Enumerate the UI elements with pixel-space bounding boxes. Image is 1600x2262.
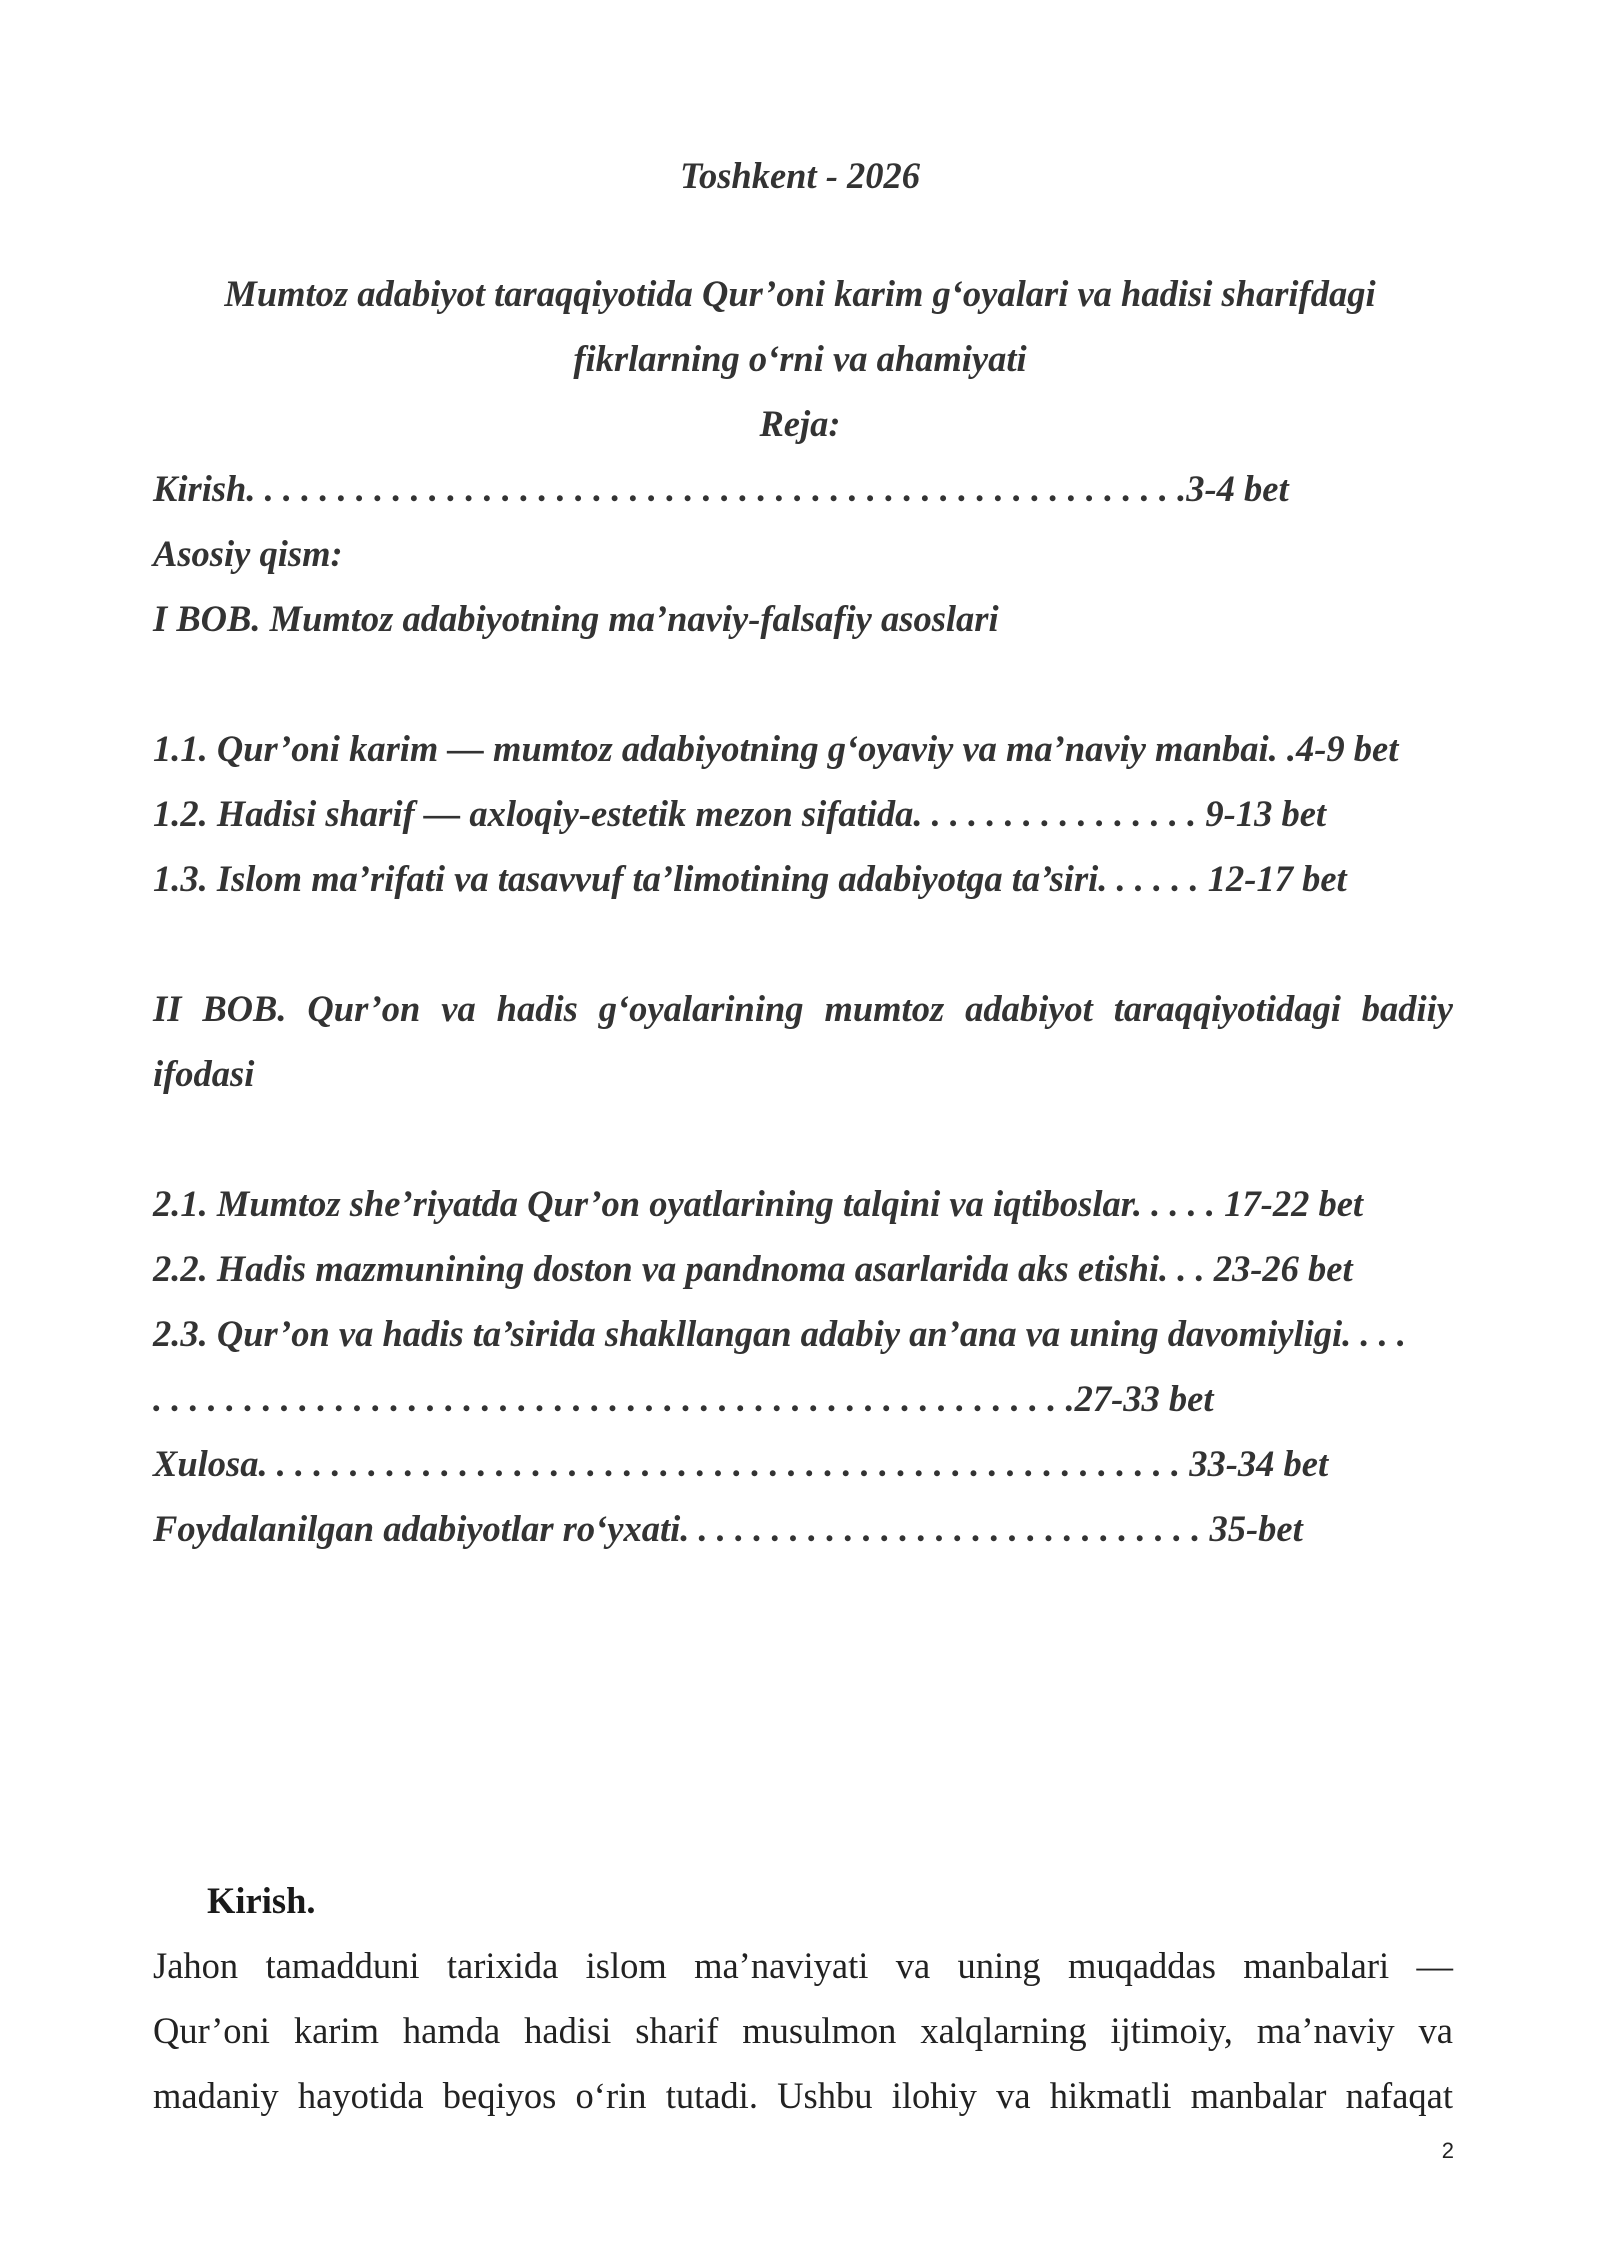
toc-chapter-1: I BOB. Mumtoz adabiyotning ma’naviy-falsafiy asoslari	[153, 598, 999, 639]
page-number: 2	[1441, 2138, 1454, 2163]
city-year: Toshkent - 2026	[680, 155, 920, 196]
toc-item-1-2: 1.2. Hadisi sharif — axloqiy-estetik mezon sifatida. . . . . . . . . . . . . . . . 9-13 bet	[153, 793, 1327, 834]
toc-item-2-3-line-2: . . . . . . . . . . . . . . . . . . . . . . . . . . . . . . . . . . . . . . . . . . . . . . . . . . .27-33 bet	[153, 1378, 1214, 1419]
toc-item-1-3: 1.3. Islom ma’rifati va tasavvuf ta’limotining adabiyotga ta’siri. . . . . . 12-17 bet	[153, 858, 1347, 899]
plan-label: Reja:	[759, 403, 841, 444]
intro-paragraph-line-2: Qur’oni karim hamda hadisi sharif musulmon xalqlarning ijtimoiy, ma’naviy va	[153, 2010, 1453, 2051]
toc-chapter-2-line-1: II BOB. Qur’on va hadis g‘oyalarining mumtoz adabiyot taraqqiyotidagi badiiy	[153, 988, 1453, 1029]
toc-item-1-1: 1.1. Qur’oni karim — mumtoz adabiyotning g‘oyaviy va ma’naviy manbai. .4-9 bet	[153, 728, 1399, 769]
document-title-line-2: fikrlarning o‘rni va ahamiyati	[573, 338, 1027, 379]
document-title-line-1: Mumtoz adabiyot taraqqiyotida Qur’oni karim g‘oyalari va hadisi sharifdagi	[224, 273, 1376, 314]
intro-heading: Kirish.	[207, 1880, 316, 1921]
toc-main-part: Asosiy qism:	[153, 533, 343, 574]
toc-references: Foydalanilgan adabiyotlar ro‘yxati. . . . . . . . . . . . . . . . . . . . . . . . . . . . . 35-bet	[153, 1508, 1303, 1549]
toc-chapter-2-line-2: ifodasi	[153, 1053, 255, 1094]
intro-paragraph-line-3: madaniy hayotida beqiyos o‘rin tutadi. Ushbu ilohiy va hikmatli manbalar nafaqat	[153, 2075, 1453, 2116]
intro-paragraph-line-1: Jahon tamadduni tarixida islom ma’naviyati va uning muqaddas manbalari —	[153, 1945, 1453, 1986]
toc-item-2-3-line-1: 2.3. Qur’on va hadis ta’sirida shakllangan adabiy an’ana va uning davomiyligi. . . .	[153, 1313, 1406, 1354]
toc-intro: Kirish. . . . . . . . . . . . . . . . . . . . . . . . . . . . . . . . . . . . . . . . . . . . . . . . . . . .3-4 bet	[153, 468, 1289, 509]
toc-item-2-1: 2.1. Mumtoz she’riyatda Qur’on oyatlarining talqini va iqtiboslar. . . . . 17-22 bet	[153, 1183, 1364, 1224]
toc-conclusion: Xulosa. . . . . . . . . . . . . . . . . . . . . . . . . . . . . . . . . . . . . . . . . . . . . . . . . . . 33-34 bet	[153, 1443, 1329, 1484]
toc-item-2-2: 2.2. Hadis mazmunining doston va pandnoma asarlarida aks etishi. . . 23-26 bet	[153, 1248, 1353, 1289]
